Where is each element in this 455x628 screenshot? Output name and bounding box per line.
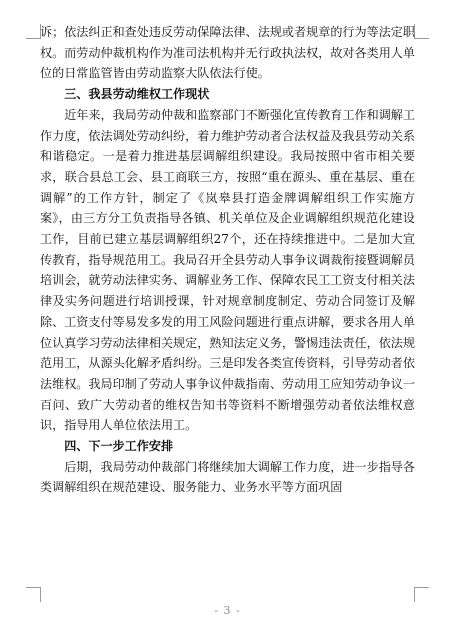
document-body [40, 22, 415, 498]
page-number: - 3 - [214, 604, 241, 617]
crop-mark-bottom-right [414, 587, 429, 602]
crop-mark-bottom-left [26, 587, 41, 602]
paragraph-next-steps: 后期，我局劳动仲裁部门将继续加大调解工作力度，进一步指导各类调解组织在规范建设、服务能力、业务水平等方面巩固 [40, 459, 415, 495]
paragraph-continued: 诉；依法纠正和查处违反劳动保障法律、法规或者规章的行为等法定职权。而劳动仲裁机构作为准司法机构并无行政执法权，故对各类用人单位的日常监管皆由劳动监察大队依法行使。 [40, 25, 415, 81]
section-heading-4: 四、下一步工作安排 [64, 439, 174, 454]
crop-mark-top-right [414, 24, 429, 39]
crop-mark-top-left [26, 24, 41, 39]
paragraph-current-status: 近年来，我局劳动仲裁和监察部门不断强化宣传教育工作和调解工作力度，依法调处劳动纠纷，着力维护劳动者合法权益及我县劳动关系和谐稳定。一是着力推进基层调解组织建设。我局按照中省市相关要求，联合县总工会、县工商联三方，按照“重在源头、重在基层、重在调解”的工作方针，制定了《岚皋县打造金牌调解组织工作实施方案》，由三方分工负责指导各镇、机关单位及企业调解组织规范化建设工作，目前已建立基层调解组织27个，还在持续推进中。二是加大宣传教育，指导规范用工。我局召开全县劳动人事争议调裁衔接暨调解员培训会，就劳动法律实务、调解业务工作、保障农民工工资支付相关法律及实务问题进行培训授课，针对规章制度制定、劳动合同签订及解除、工资支付等易发多发的用工风险问题进行重点讲解，要求各用人单位认真学习劳动法律相关规定，熟知法定义务，警惕违法责任，依法规范用工，从源头化解矛盾纠纷。三是印发各类宣传资料，引导劳动者依法维权。我局印制了劳动人事争议仲裁指南、劳动用工应知劳动争议一百问、致广大劳动者的维权告知书等资料不断增强劳动者依法维权意识，指导用人单位依法用工。 [40, 107, 415, 433]
section-heading-3: 三、我县劳动维权工作现状 [64, 87, 210, 102]
